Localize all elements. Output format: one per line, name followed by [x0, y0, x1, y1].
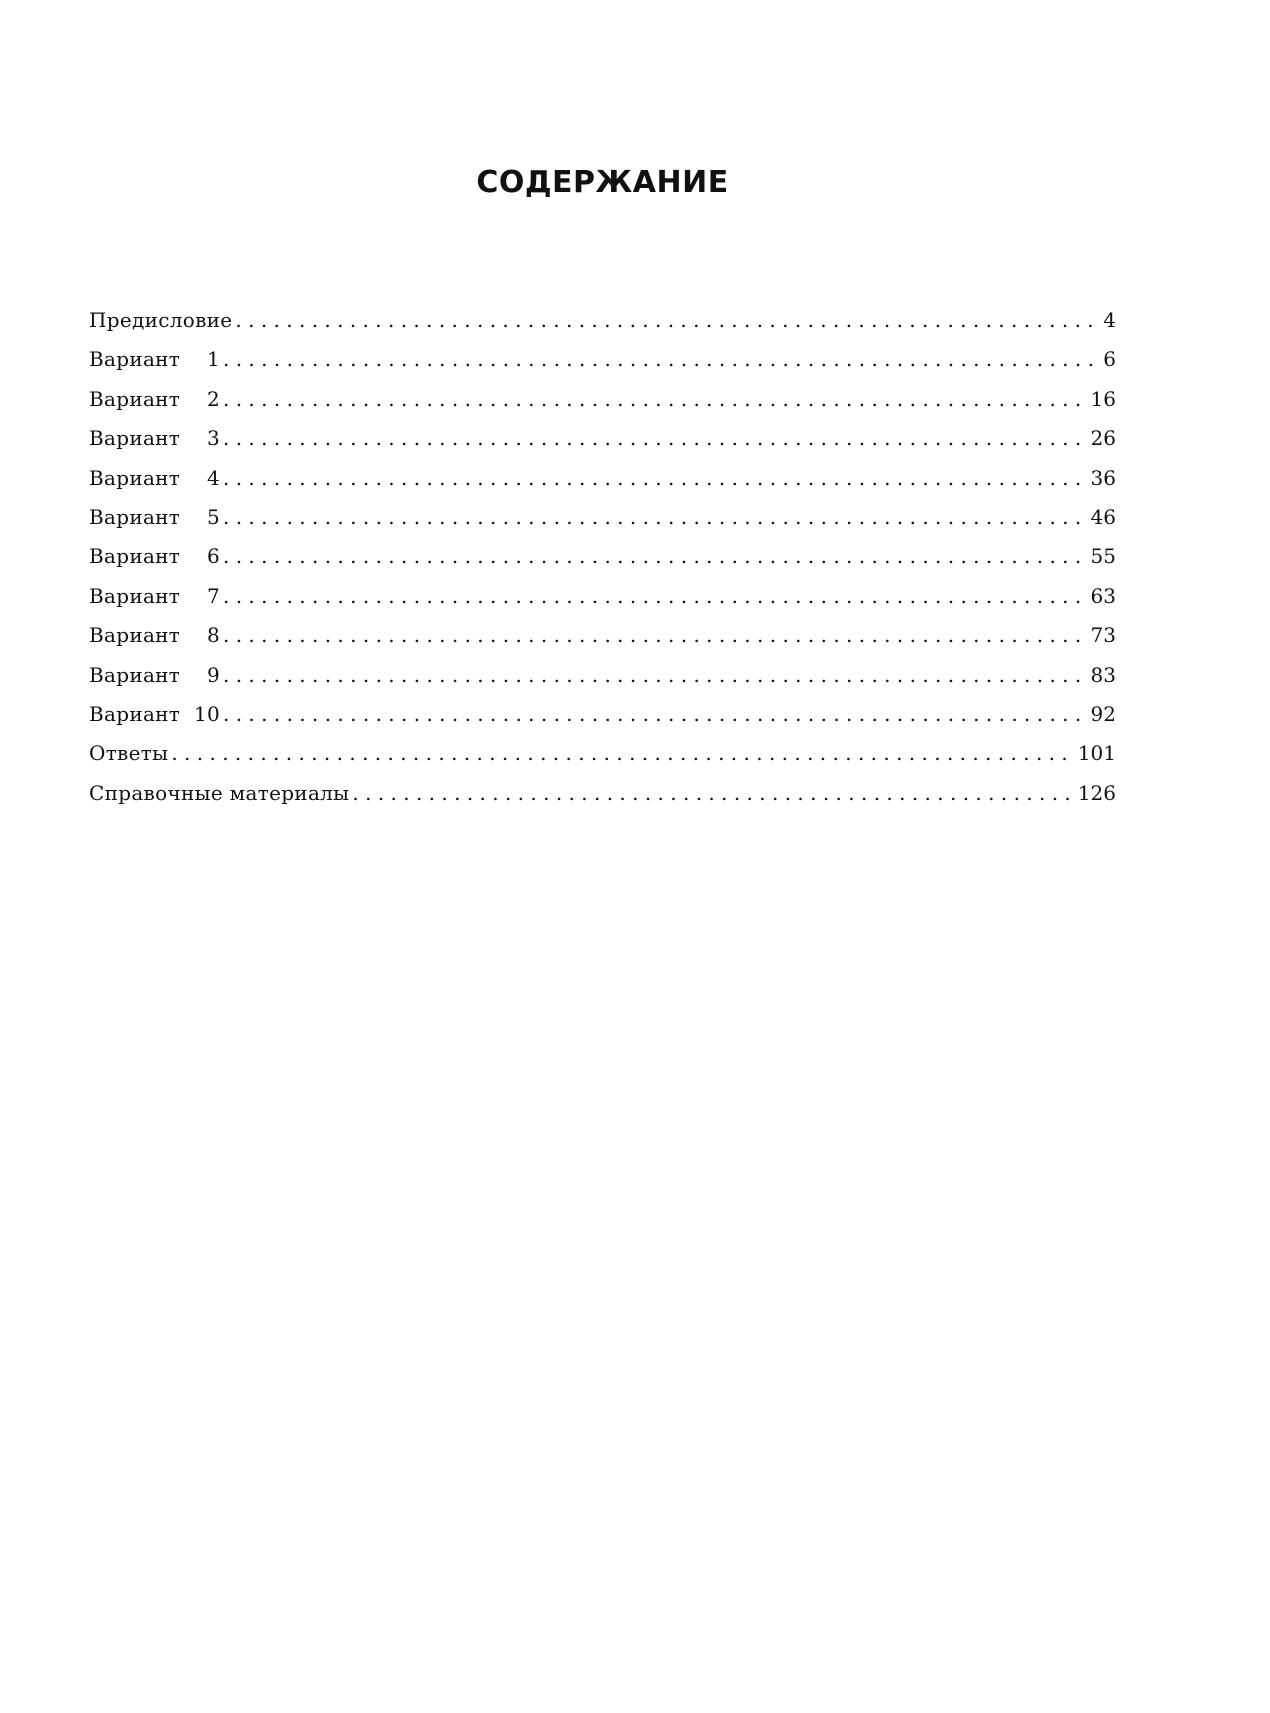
- table-of-contents: [89, 308, 1116, 820]
- toc-entry-label: [89, 623, 220, 647]
- dot-leader: [223, 387, 1088, 411]
- toc-entry-variant-7[interactable]: [89, 584, 1116, 623]
- toc-entry-label: [89, 426, 220, 450]
- toc-entry-label: Предисловие: [89, 308, 233, 332]
- variant-word: Вариант: [89, 623, 181, 648]
- toc-entry-variant-10[interactable]: [89, 702, 1116, 741]
- dot-leader: [171, 741, 1074, 765]
- dot-leader: [235, 308, 1100, 332]
- toc-entry-label: [89, 702, 220, 726]
- toc-entry-page: 46: [1090, 504, 1116, 529]
- toc-entry-variant-4[interactable]: [89, 466, 1116, 505]
- toc-entry-label: [89, 466, 220, 490]
- toc-entry-page: 83: [1090, 662, 1116, 687]
- toc-entry-page: 36: [1090, 465, 1116, 490]
- variant-number: 2: [206, 386, 220, 411]
- toc-entry-page: 92: [1090, 701, 1116, 726]
- dot-leader: [223, 623, 1088, 647]
- toc-entry-page: 55: [1090, 544, 1116, 569]
- variant-word: Вариант: [89, 701, 181, 726]
- toc-entry-label: [89, 387, 220, 411]
- toc-entry-label: [89, 347, 220, 371]
- variant-number: 7: [206, 583, 220, 608]
- variant-number: 1: [206, 347, 220, 372]
- variant-word: Вариант: [89, 386, 181, 411]
- toc-entry-variant-6[interactable]: [89, 544, 1116, 583]
- toc-entry-variant-8[interactable]: [89, 623, 1116, 662]
- toc-entry-reference-materials[interactable]: [89, 781, 1116, 820]
- dot-leader: [352, 781, 1074, 805]
- dot-leader: [223, 466, 1088, 490]
- dot-leader: [223, 544, 1088, 568]
- toc-entry-page: 126: [1077, 780, 1116, 805]
- toc-entry-variant-2[interactable]: [89, 387, 1116, 426]
- toc-entry-variant-1[interactable]: [89, 347, 1116, 386]
- toc-entry-page: 101: [1077, 741, 1116, 766]
- toc-entry-label: Справочные материалы: [89, 780, 350, 805]
- toc-entry-label: [89, 505, 220, 529]
- variant-word: Вариант: [89, 504, 181, 529]
- toc-entry-label: [89, 544, 220, 568]
- toc-entry-page: 26: [1090, 426, 1116, 451]
- toc-entry-variant-5[interactable]: [89, 505, 1116, 544]
- dot-leader: [223, 663, 1088, 687]
- toc-entry-label: Ответы: [89, 741, 169, 766]
- variant-word: Вариант: [89, 347, 181, 372]
- variant-word: Вариант: [89, 544, 181, 569]
- toc-entry-preface[interactable]: [89, 308, 1116, 347]
- variant-word: Вариант: [89, 426, 181, 451]
- variant-number: 9: [206, 662, 220, 687]
- dot-leader: [223, 702, 1088, 726]
- toc-entry-variant-3[interactable]: [89, 426, 1116, 465]
- variant-word: Вариант: [89, 583, 181, 608]
- toc-entry-page: 6: [1103, 347, 1116, 372]
- variant-number: 8: [206, 623, 220, 648]
- variant-number: 10: [193, 701, 220, 726]
- dot-leader: [223, 505, 1088, 529]
- toc-entry-label: [89, 663, 220, 687]
- toc-entry-page: 73: [1090, 623, 1116, 648]
- variant-number: 3: [206, 426, 220, 451]
- variant-word: Вариант: [89, 662, 181, 687]
- variant-number: 4: [206, 465, 220, 490]
- toc-entry-page: 16: [1090, 386, 1116, 411]
- toc-entry-answers[interactable]: [89, 741, 1116, 780]
- dot-leader: [223, 347, 1100, 371]
- variant-number: 5: [206, 504, 220, 529]
- toc-entry-page: 63: [1090, 583, 1116, 608]
- variant-number: 6: [206, 544, 220, 569]
- dot-leader: [223, 584, 1088, 608]
- dot-leader: [223, 426, 1088, 450]
- toc-entry-variant-9[interactable]: [89, 663, 1116, 702]
- toc-entry-label: [89, 584, 220, 608]
- page-title: СОДЕРЖАНИЕ: [476, 165, 729, 200]
- toc-entry-page: 4: [1103, 308, 1116, 332]
- variant-word: Вариант: [89, 465, 181, 490]
